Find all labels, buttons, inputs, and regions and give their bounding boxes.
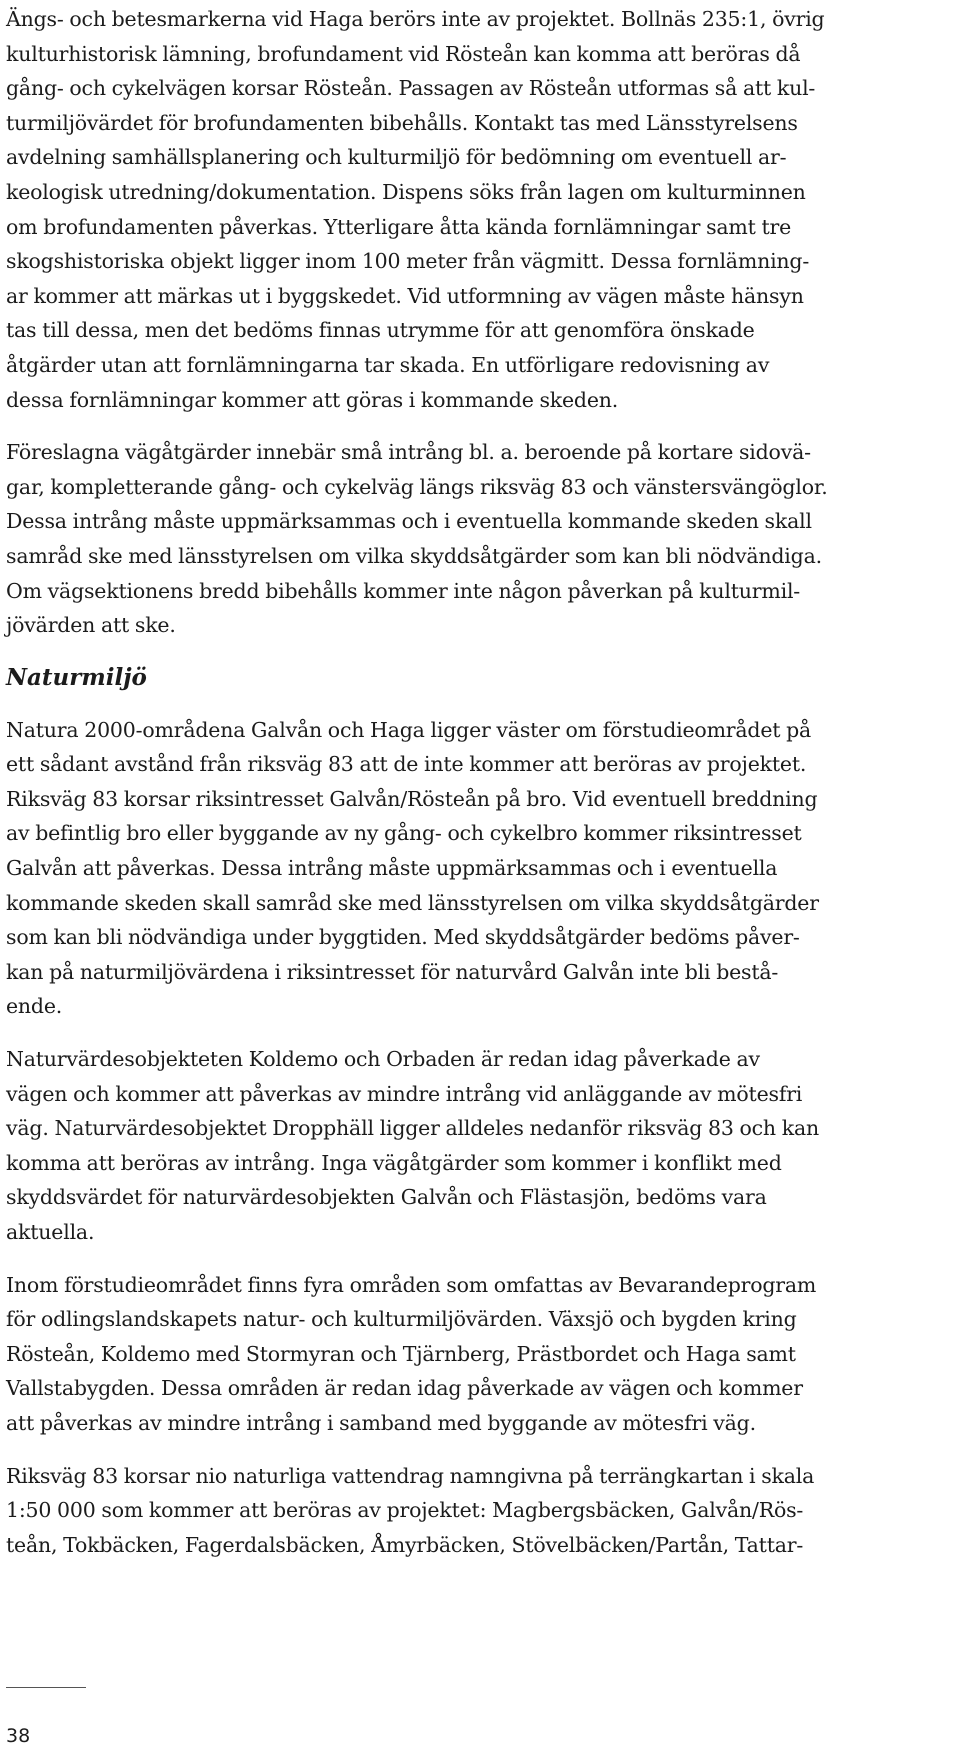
paragraph-fornlamningar: Ängs- och betesmarkerna vid Haga berörs inte av projektet. Bollnäs 235:1, övrig kulturhistorisk lämning, brofundament vid Rösteån kan komma att beröras då gång- och cykelvägen korsar Rösteån. Passagen av Rösteån utformas så att kul- turmiljövärdet för brofundamenten bibehålls. Kontakt tas med Länsstyrelsens avdelning samhällsplanering och kulturmiljö för bedömning om eventuell ar- keologisk utredning/dokumentation. Dispens söks från lagen om kulturminnen om brofundamenten påverkas. Ytterligare åtta kända fornlämningar samt tre skogshistoriska objekt ligger inom 100 meter från vägmitt. Dessa fornlämning- ar kommer att märkas ut i byggskedet. Vid utformning av vägen måste hänsyn tas till dessa, men det bedöms finnas utrymme för att genomföra önskade åtgärder utan att fornlämningarna tar skada. En utförligare redovisning av dessa fornlämningar kommer att göras i kommande skeden. xyxy=(6,7,825,412)
paragraph-gap xyxy=(6,643,954,661)
document-page xyxy=(6,0,954,1562)
paragraph-vattendrag: Riksväg 83 korsar nio naturliga vattendrag namngivna på terrängkartan i skala 1:50 000 som kommer att beröras av projektet: Magbergsbäcken, Galvån/Rös- teån, Tokbäcken, Fagerdalsbäcken, Åmyrbäcken, Stövelbäcken/Partån, Tattar- xyxy=(6,1463,815,1557)
footer-divider xyxy=(6,1687,86,1688)
paragraph-natura-2000: Natura 2000-områdena Galvån och Haga ligger väster om förstudieområdet på ett sådant avstånd från riksväg 83 att de inte kommer att beröras av projektet. Riksväg 83 korsar riksintresset Galvån/Rösteån på bro. Vid eventuell breddning av befintlig bro eller byggande av ny gång- och cykelbro kommer riksintresset Galvån att påverkas. Dessa intrång måste uppmärksammas och i eventuella kommande skeden skall samråd ske med länsstyrelsen om vilka skyddsåtgärder som kan bli nödvändiga under byggtiden. Med skyddsåtgärder bedöms påver- kan på naturmiljövärdena i riksintresset för naturvård Galvån inte bli bestå- ende. xyxy=(6,717,819,1019)
paragraph-gap xyxy=(6,695,954,713)
paragraph-bevarandeprogram: Inom förstudieområdet finns fyra områden som omfattas av Bevarandeprogram för odlingslandskapets natur- och kulturmiljövärden. Växsjö och bygden kring Rösteån, Koldemo med Stormyran och Tjärnberg, Prästbordet och Haga samt Vallstabygden. Dessa områden är redan idag påverkade av vägen och kommer att påverkas av mindre intrång i samband med byggande av mötesfri väg. xyxy=(6,1272,817,1435)
paragraph-naturvardesobjekt: Naturvärdesobjekteten Koldemo och Orbaden är redan idag påverkade av vägen och kommer att påverkas av mindre intrång vid anläggande av mötesfri väg. Naturvärdesobjektet Dropphäll ligger alldeles nedanför riksväg 83 och kan komma att beröras av intrång. Inga vägåtgärder som kommer i konflikt med skyddsvärdet för naturvärdesobjekten Galvån och Flästasjön, bedöms vara aktuella. xyxy=(6,1047,819,1244)
paragraph-gap xyxy=(6,1024,954,1042)
paragraph-vagatgarder: Föreslagna vägåtgärder innebär små intrång bl. a. beroende på kortare sidovä- gar, kompletterande gång- och cykelväg längs riksväg 83 och vänstersvängöglor. Dessa intrång måste uppmärksammas och i eventuella kommande skeden skall samråd ske med länsstyrelsen om vilka skyddsåtgärder som kan bli nödvändiga. Om vägsektionens bredd bibehålls kommer inte någon påverkan på kulturmil- jövärden att ske. xyxy=(6,440,828,638)
paragraph-gap xyxy=(6,1441,954,1459)
paragraph-gap xyxy=(6,417,954,435)
page-number: 38 xyxy=(6,1725,31,1747)
paragraph-gap xyxy=(6,1250,954,1268)
section-heading-naturmiljo: Naturmiljö xyxy=(6,663,147,691)
